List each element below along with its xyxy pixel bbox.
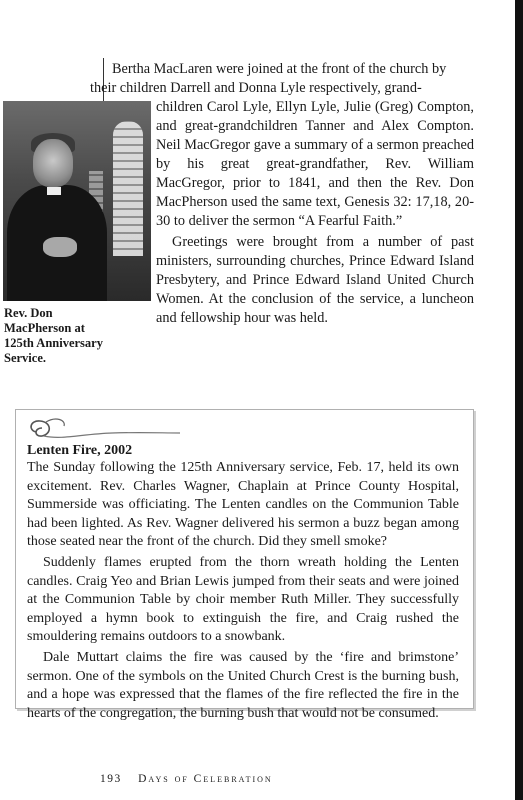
main-paragraph-1-rest: children Carol Lyle, Ellyn Lyle, Julie (Greg) Compton, and great-grandchildren Tanner and Alex Compton. Neil MacGregor gave a summary of a sermon preached by his great great-grandfather, Rev. William MacGregor, prior to 1841, and then the Rev. Don MacPherson used the same text, Genesis 32: 17,18, 20-30 to deliver the sermon “A Fearful Faith.” xyxy=(156,99,474,229)
page-number: 193 xyxy=(100,773,122,785)
photo-caption: Rev. Don MacPherson at 125th Anniversary Service. xyxy=(4,306,103,365)
swirl-ornament xyxy=(22,414,182,442)
sidebar-title: Lenten Fire, 2002 xyxy=(27,443,133,458)
main-text xyxy=(90,60,474,328)
sidebar-paragraph-3: Dale Muttart claims the fire was caused by the ‘fire and brimstone’ sermon. One of the symbols on the United Church Crest is the burning bush, and a hope was expressed that the flames of the fire reflected the fire in the hearts of the congregation, the burning bush that would not be consumed. xyxy=(27,649,459,721)
rev-macpherson-photo xyxy=(3,101,151,301)
book-title: Days of Celebration xyxy=(138,773,273,785)
sidebar-paragraph-2: Suddenly flames erupted from the thorn wreath holding the Lenten candles. Craig Yeo and Brian Lewis jumped from their seats and were joined at the Communion Table by choir member Ruth Miller. They successfully employed a hymn book to extinguish the fire, and Craig rushed the smouldering remains outdoors to a snowbank. xyxy=(27,554,459,645)
sidebar-paragraph-1: The Sunday following the 125th Anniversary service, Feb. 17, held its own excitement. Rev. Charles Wagner, Chaplain at Prince County Hospital, Summerside was officiating. The Lenten candles on the Communion Table had been lighted. As Rev. Wagner delivered his sermon a buzz began among those seated near the front of the church. Did they smell smoke? xyxy=(27,460,459,550)
main-paragraph-2: Greetings were brought from a number of past ministers, surrounding churches, Prince Edward Island Presbytery, and Prince Edward Island United Church Women. At the conclusion of the service, a luncheon and fellowship hour was held. xyxy=(156,234,474,326)
main-line-2: their children Darrell and Donna Lyle respectively, grand- xyxy=(90,80,422,96)
page-footer xyxy=(100,773,273,785)
main-line-1: Bertha MacLaren were joined at the front of the church by xyxy=(112,61,447,77)
sidebar-text xyxy=(27,459,459,723)
page-edge xyxy=(515,0,523,800)
stained-glass-window xyxy=(113,121,143,256)
